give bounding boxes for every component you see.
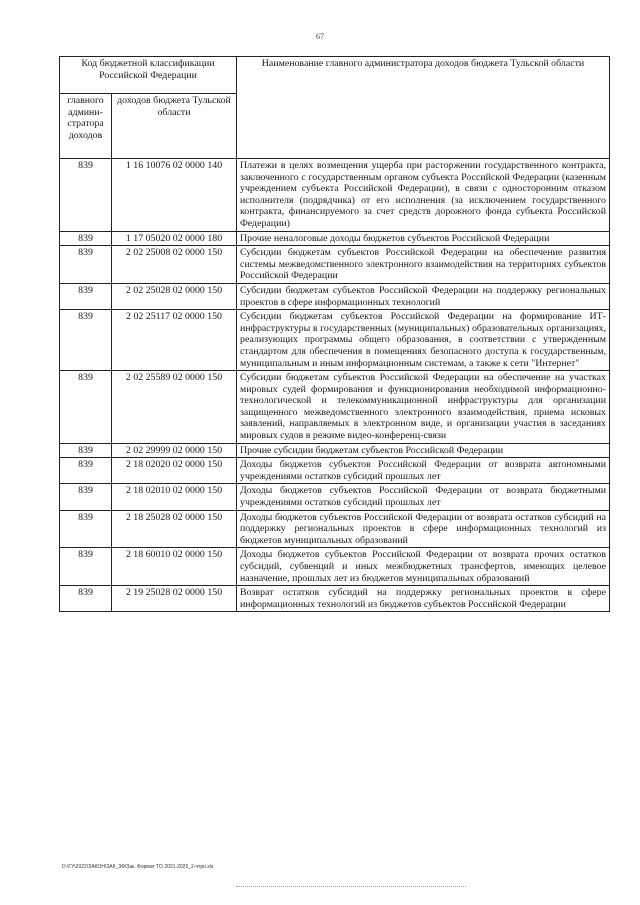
cell-admin-code: 839	[60, 246, 112, 284]
table-body	[60, 159, 610, 612]
table-row	[60, 283, 610, 309]
cell-admin-code: 839	[60, 586, 112, 612]
cell-description: Доходы бюджетов субъектов Российской Федерации от возврата бюджетными учреждениями остатков субсидий прошлых лет	[237, 484, 610, 510]
table-row	[60, 246, 610, 284]
table-row	[60, 548, 610, 586]
cell-admin-code: 839	[60, 371, 112, 444]
cell-description: Доходы бюджетов субъектов Российской Федерации от возврата остатков субсидий на поддержку региональных проектов в сфере информационных технологий из бюджетов муниципальных образований	[237, 510, 610, 548]
cell-description: Субсидии бюджетам субъектов Российской Федерации на поддержку региональных проектов в сфере информационных технологий	[237, 283, 610, 309]
cell-description: Субсидии бюджетам субъектов Российской Федерации на обеспечение развития системы межведомственного электронного взаимодействия на территориях субъектов Российской Федерации	[237, 246, 610, 284]
header-name-group: Наименование главного администратора доходов бюджета Тульской области	[237, 57, 610, 159]
cell-kbk-code: 2 02 25028 02 0000 150	[112, 283, 237, 309]
table-row	[60, 310, 610, 371]
cell-admin-code: 839	[60, 443, 112, 458]
table-row	[60, 443, 610, 458]
cell-admin-code: 839	[60, 484, 112, 510]
cell-admin-code: 839	[60, 310, 112, 371]
cell-kbk-code: 2 02 29999 02 0000 150	[112, 443, 237, 458]
table-row	[60, 586, 610, 612]
cell-kbk-code: 2 02 25589 02 0000 150	[112, 371, 237, 444]
table-row	[60, 159, 610, 232]
cell-description: Субсидии бюджетам субъектов Российской Федерации на обеспечение на участках мировых судей формирования и функционирования необходимой информационно-технологической и телекоммуникационной инфраструктуры для организации защищенного межведомственного электронного взаимодействия, приема исковых заявлений, направляемых в электронном виде, и организации участия в заседаниях мировых судов в режиме видео-конференц-связи	[237, 371, 610, 444]
cell-kbk-code: 2 18 02010 02 0000 150	[112, 484, 237, 510]
cell-description: Возврат остатков субсидий на поддержку региональных проектов в сфере информационных технологий из бюджетов субъектов Российской Федерации	[237, 586, 610, 612]
cell-admin-code: 839	[60, 458, 112, 484]
budget-revenue-table	[59, 56, 610, 612]
page-number: 67	[316, 32, 324, 41]
cell-kbk-code: 2 18 25028 02 0000 150	[112, 510, 237, 548]
cell-kbk-code: 2 18 60010 02 0000 150	[112, 548, 237, 586]
scan-artifact-line	[236, 886, 466, 888]
footer-file-path: D:\ГУ\2022\ЗАКОН\ЗАК_3Ф\Зак. Формат ТО 2021-2025_2-чтрн.xls	[62, 864, 214, 870]
cell-admin-code: 839	[60, 159, 112, 232]
cell-kbk-code: 2 02 25008 02 0000 150	[112, 246, 237, 284]
header-income-col: доходов бюджета Тульской области	[112, 94, 237, 159]
cell-description: Доходы бюджетов субъектов Российской Федерации от возврата прочих остатков субсидий, субвенций и иных межбюджетных трансфертов, имеющих целевое назначение, прошлых лет из бюджетов муниципальных образований	[237, 548, 610, 586]
table-row	[60, 510, 610, 548]
cell-admin-code: 839	[60, 510, 112, 548]
cell-admin-code: 839	[60, 283, 112, 309]
cell-description: Платежи в целях возмещения ущерба при расторжении государственного контракта, заключенного с государственным органом субъекта Российской Федерации (казенным учреждением субъекта Российской Федерации), в связи с односторонним отказом исполнителя (подрядчика) от его исполнения (за исключением государственного контракта, финансируемого за счет средств дорожного фонда субъекта Российской Федерации)	[237, 159, 610, 232]
cell-admin-code: 839	[60, 548, 112, 586]
cell-kbk-code: 1 17 05020 02 0000 180	[112, 231, 237, 246]
cell-admin-code: 839	[60, 231, 112, 246]
cell-kbk-code: 2 19 25028 02 0000 150	[112, 586, 237, 612]
header-admin-col: главного админи- стратора доходов	[60, 94, 112, 159]
table-row	[60, 231, 610, 246]
cell-description: Субсидии бюджетам субъектов Российской Федерации на формирование ИТ-инфраструктуры в государственных (муниципальных) образовательных организациях, реализующих программы общего образования, в соответствии с утвержденным стандартом для обеспечения в помещениях безопасного доступа к государственным, муниципальным и иным информационным системам, а также к сети "Интернет"	[237, 310, 610, 371]
table-row	[60, 458, 610, 484]
table-row	[60, 484, 610, 510]
table-row	[60, 371, 610, 444]
cell-description: Доходы бюджетов субъектов Российской Федерации от возврата автономными учреждениями остатков субсидий прошлых лет	[237, 458, 610, 484]
cell-kbk-code: 1 16 10076 02 0000 140	[112, 159, 237, 232]
header-kbk-group: Код бюджетной классификации Российской Федерации	[60, 57, 237, 94]
cell-description: Прочие субсидии бюджетам субъектов Российской Федерации	[237, 443, 610, 458]
cell-description: Прочие неналоговые доходы бюджетов субъектов Российской Федерации	[237, 231, 610, 246]
cell-kbk-code: 2 02 25117 02 0000 150	[112, 310, 237, 371]
cell-kbk-code: 2 18 02020 02 0000 150	[112, 458, 237, 484]
